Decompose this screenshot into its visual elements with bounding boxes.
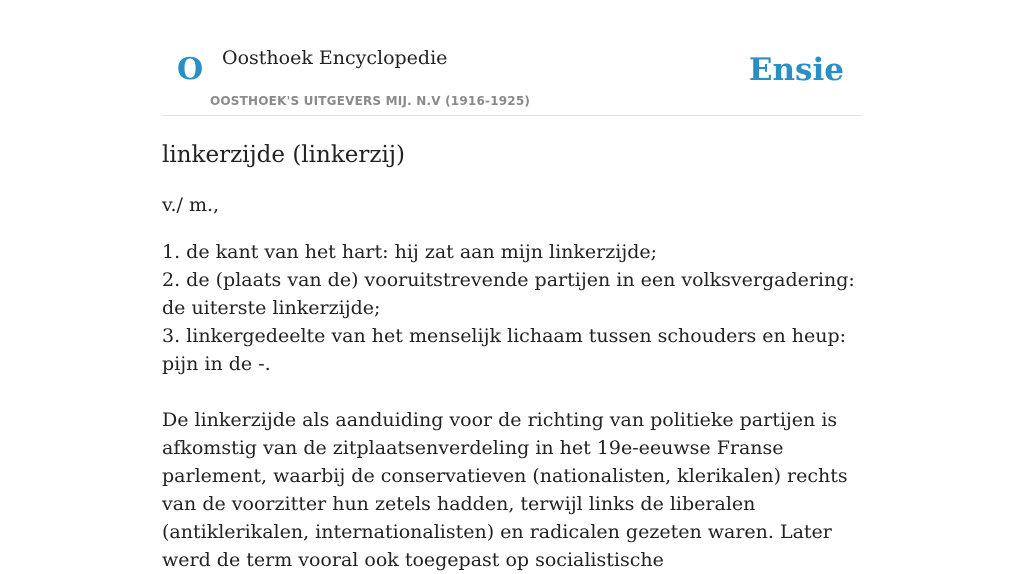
definition-item: 3. linkergedeelte van het menselijk lichaam tussen schouders en heup: pijn in de -. [162,325,847,375]
grammar-label: v./ m., [162,194,220,216]
definitions-list [162,238,866,378]
encyclopedia-logo[interactable]: O [177,52,204,87]
publisher-subtitle: OOSTHOEK'S UITGEVERS MIJ. N.V (1916-1925) [210,94,531,108]
article-content [162,130,866,574]
site-header [162,0,862,116]
definition-item: 1. de kant van het hart: hij zat aan mijn linkerzijde; [162,241,658,263]
ensie-brand-link[interactable]: Ensie [748,52,844,88]
definition-item: 2. de (plaats van de) vooruitstrevende partijen in een volksvergadering: de uiterste linkerzijde; [162,269,855,319]
article-headword: linkerzijde (linkerzij) [162,142,405,168]
article-note: De linkerzijde als aanduiding voor de richting van politieke partijen is afkomstig van de zitplaatsenverdeling in het 19e-eeuwse Franse parlement, waarbij de conservatieven (nationalisten, klerikalen) rechts van de voorzitter hun zetels hadden, terwijl links de liberalen (antiklerikalen, internationalisten) en radicalen gezeten waren. Later werd de term vooral ook toegepast op socialistische [162,409,848,571]
site-title[interactable]: Oosthoek Encyclopedie [222,47,448,69]
